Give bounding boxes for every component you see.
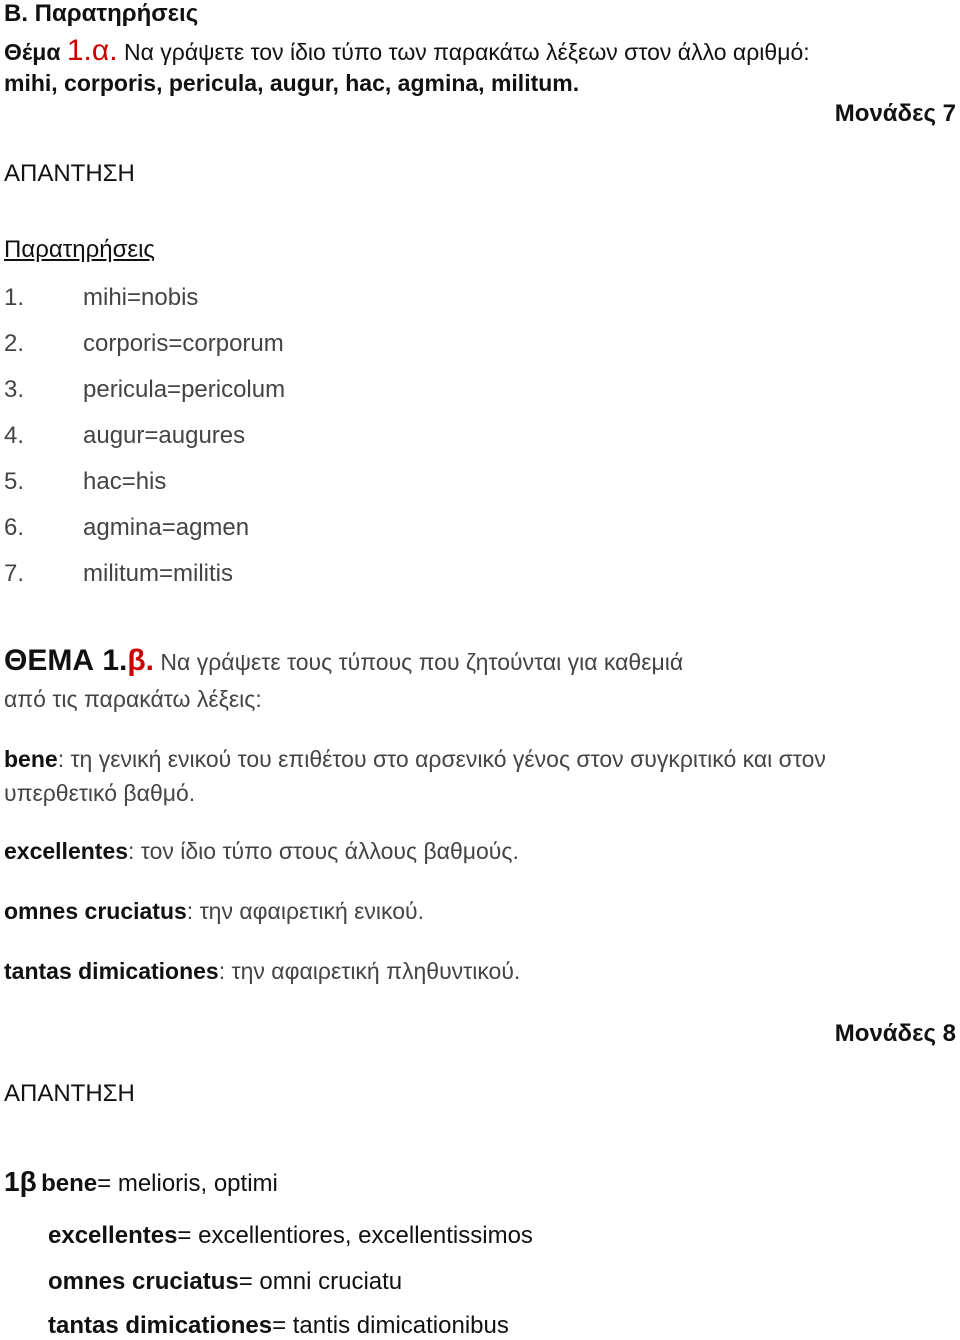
task-term: tantas dimicationes xyxy=(4,958,219,984)
question-1b-points: Μονάδες 8 xyxy=(834,1020,956,1047)
task-description: : την αφαιρετική πληθυντικού. xyxy=(218,958,521,984)
answer-value: = excellentiores, excellentissimos xyxy=(177,1222,533,1249)
answer-item xyxy=(48,1312,509,1340)
list-item-number: 2. xyxy=(4,330,25,357)
task-description: : τη γενική ενικού του επιθέτου στο αρσενικό γένος στον συγκριτικό και στον xyxy=(57,746,826,772)
answer-item xyxy=(48,1222,533,1250)
answer-term: bene xyxy=(41,1170,98,1197)
question-1b-line xyxy=(4,644,683,678)
list-item-text: agmina=agmen xyxy=(83,514,250,541)
task-term: bene xyxy=(4,746,58,772)
question-1a-text: Να γράψετε τον ίδιο τύπο των παρακάτω λέξεων στον άλλο αριθμό: xyxy=(117,39,810,65)
question-1b-label-word: ΘΕΜΑ 1. xyxy=(4,644,128,677)
list-item xyxy=(4,376,286,404)
list-item-number: 1. xyxy=(4,284,25,311)
answer-item xyxy=(48,1268,402,1296)
answer-1-subheading: Παρατηρήσεις xyxy=(4,236,155,263)
list-item xyxy=(4,514,250,542)
list-item xyxy=(4,468,167,496)
list-item-text: pericula=pericolum xyxy=(83,376,286,403)
list-item-number: 5. xyxy=(4,468,25,495)
answer-2-first-line xyxy=(4,1166,278,1198)
answer-2-label: ΑΠΑΝΤΗΣΗ xyxy=(4,1080,135,1107)
answer-2-prefix: 1β xyxy=(4,1166,37,1197)
list-item-number: 7. xyxy=(4,560,25,587)
list-item-text: corporis=corporum xyxy=(83,330,284,357)
list-item-number: 3. xyxy=(4,376,25,403)
list-item-text: militum=militis xyxy=(83,560,233,587)
question-1b-text-line2: από τις παρακάτω λέξεις: xyxy=(4,686,262,712)
list-item-text: augur=augures xyxy=(83,422,246,449)
question-1a-line xyxy=(4,34,810,68)
task-item xyxy=(4,746,826,773)
list-item-number: 4. xyxy=(4,422,25,449)
task-description-line2: υπερθετικό βαθμό. xyxy=(4,780,196,806)
task-item xyxy=(4,958,520,985)
answer-value: = tantis dimicationibus xyxy=(272,1312,509,1339)
list-item xyxy=(4,560,233,588)
list-item xyxy=(4,422,246,450)
task-item xyxy=(4,898,424,925)
question-1a-words: mihi, corporis, pericula, augur, hac, agmina, militum. xyxy=(4,70,580,96)
task-description: : τον ίδιο τύπο στους άλλους βαθμούς. xyxy=(128,838,519,864)
list-item-text: hac=his xyxy=(83,468,167,495)
answer-value: = melioris, optimi xyxy=(97,1170,278,1197)
task-item xyxy=(4,838,519,865)
list-item xyxy=(4,330,284,358)
question-1a-points: Μονάδες 7 xyxy=(834,100,956,127)
list-item-text: mihi=nobis xyxy=(83,284,199,311)
list-item-number: 6. xyxy=(4,514,25,541)
answer-value: = omni cruciatu xyxy=(238,1268,403,1295)
answer-1-label: ΑΠΑΝΤΗΣΗ xyxy=(4,160,135,187)
question-1b-text: Να γράψετε τους τύπους που ζητούνται για καθεμιά xyxy=(154,649,684,675)
question-1a-label-word: Θέμα xyxy=(4,39,61,65)
answer-term: excellentes xyxy=(48,1222,178,1249)
section-heading: Β. Παρατηρήσεις xyxy=(4,0,199,27)
question-1b-label-greek: β. xyxy=(127,644,155,677)
task-term: omnes cruciatus xyxy=(4,898,187,924)
question-1a-label-number: 1.α. xyxy=(66,34,118,67)
answer-term: omnes cruciatus xyxy=(48,1268,239,1295)
list-item xyxy=(4,284,199,312)
task-description: : την αφαιρετική ενικού. xyxy=(186,898,425,924)
answer-term: tantas dimicationes xyxy=(48,1312,273,1339)
task-term: excellentes xyxy=(4,838,129,864)
